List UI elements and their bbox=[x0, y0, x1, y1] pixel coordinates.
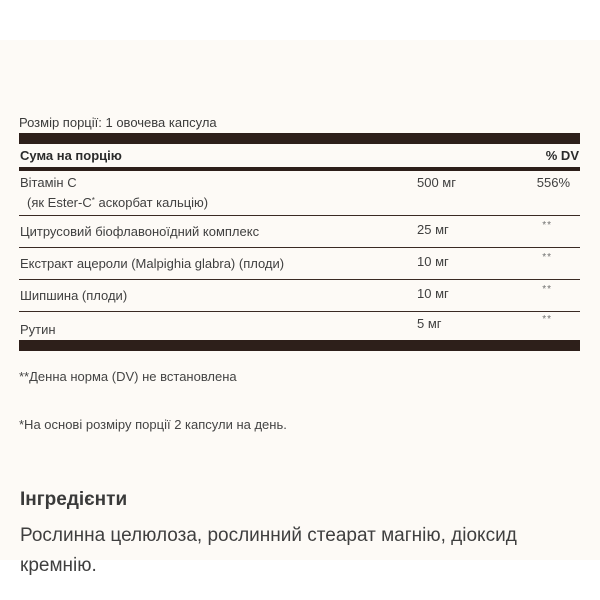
product-info-panel bbox=[0, 40, 600, 576]
table-row-acerola-extract bbox=[19, 248, 580, 280]
nutrient-dv: ** bbox=[542, 220, 552, 231]
nutrient-amount: 10 мг bbox=[417, 286, 449, 301]
serving-size: Розмір порції: 1 овочева капсула bbox=[19, 115, 217, 130]
nutrient-dv: 556% bbox=[536, 175, 570, 190]
nutrient-subname bbox=[27, 195, 208, 210]
nutrient-name: Екстракт ацероли (Malpighia glabra) (плоди) bbox=[20, 256, 285, 271]
subname-mark: * bbox=[91, 196, 95, 205]
ingredients-title: Інгредієнти bbox=[20, 489, 128, 510]
dv-header-label: % DV bbox=[545, 148, 579, 163]
table-row-citrus-bioflavonoid bbox=[19, 216, 580, 248]
nutrient-dv: ** bbox=[542, 284, 552, 295]
nutrient-amount: 10 мг bbox=[417, 254, 449, 269]
table-row-rutin bbox=[19, 312, 580, 340]
footnote-serving-basis: *На основі розміру порції 2 капсули на день. bbox=[19, 417, 287, 432]
nutrient-amount: 500 мг bbox=[417, 175, 456, 190]
table-row-vitamin-c bbox=[19, 171, 580, 216]
top-divider-bar bbox=[19, 133, 580, 144]
nutrient-amount: 5 мг bbox=[417, 316, 442, 331]
subname-suffix: аскорбат кальцію) bbox=[98, 195, 209, 210]
nutrient-dv: ** bbox=[542, 314, 552, 325]
table-row-rose-hips bbox=[19, 280, 580, 312]
table-header bbox=[19, 144, 580, 167]
nutrient-name: Вітамін С bbox=[20, 175, 77, 190]
subname-prefix: (як Ester-C bbox=[27, 195, 92, 210]
nutrient-name: Рутин bbox=[20, 322, 56, 337]
bottom-divider-bar bbox=[19, 340, 580, 351]
nutrient-dv: ** bbox=[542, 252, 552, 263]
ingredients-text: Рослинна целюлоза, рослинний стеарат магнію, діоксид кремнію. bbox=[20, 525, 517, 576]
nutrient-name: Шипшина (плоди) bbox=[20, 288, 128, 303]
amount-per-serving-label: Сума на порцію bbox=[20, 148, 122, 163]
footnote-dv-not-established: **Денна норма (DV) не встановлена bbox=[19, 369, 237, 384]
nutrient-name: Цитрусовий біофлавоноїдний комплекс bbox=[20, 224, 260, 239]
nutrient-amount: 25 мг bbox=[417, 222, 449, 237]
supplement-facts-table bbox=[19, 112, 580, 351]
